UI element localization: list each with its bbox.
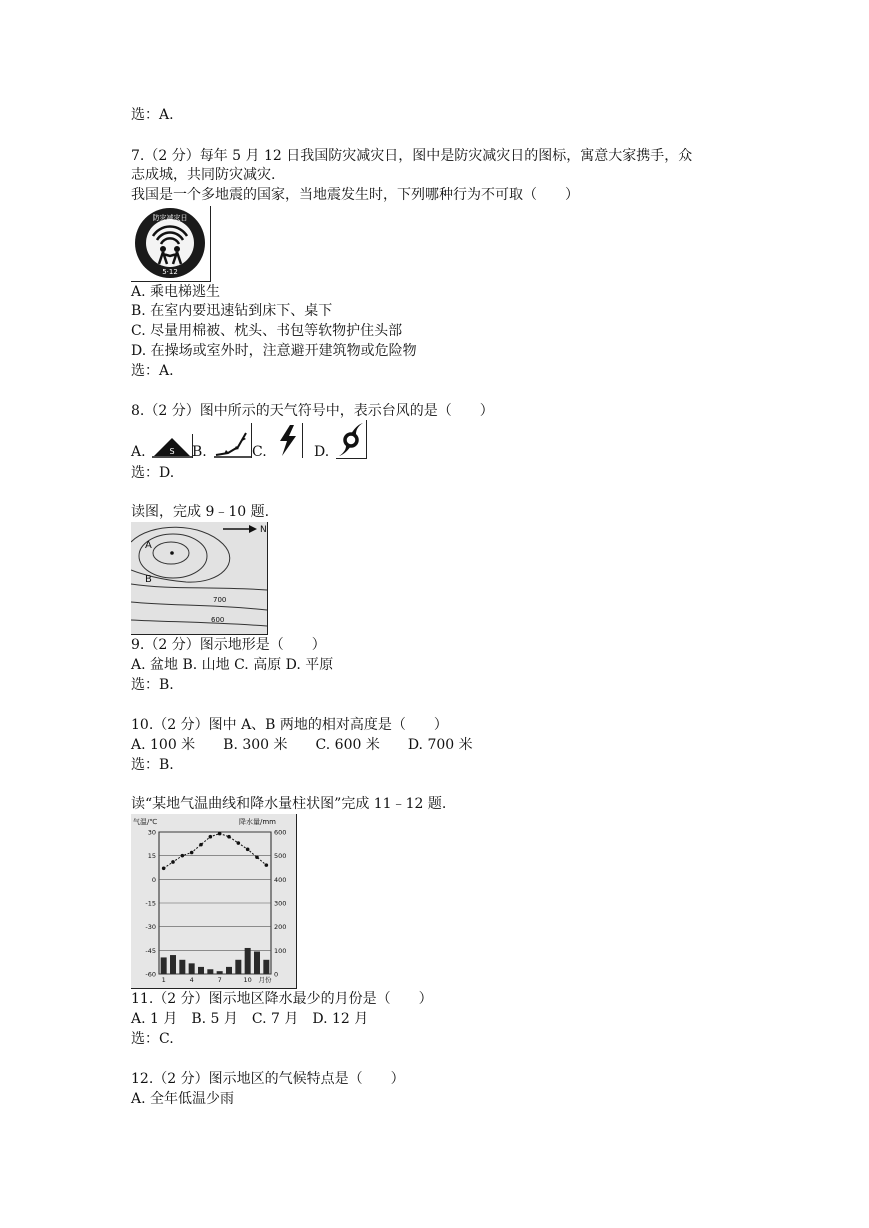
q7-stem-line2: 志成城，共同防灾减灾. — [131, 167, 276, 183]
precip-bar — [207, 969, 213, 974]
temp-axis-title: 气温/℃ — [133, 818, 158, 826]
precip-bar — [217, 971, 223, 974]
precip-bar — [189, 963, 195, 974]
precip-bar — [254, 952, 260, 974]
climate-chart — [131, 814, 297, 989]
temp-point — [227, 835, 231, 839]
precip-tick-label: 400 — [274, 875, 287, 884]
contour-map — [131, 522, 268, 635]
temp-point — [181, 854, 185, 858]
precip-tick-label: 300 — [274, 899, 287, 908]
precip-tick-label: 100 — [274, 946, 287, 955]
q7-option-b: B. 在室内要迅速钻到床下、桌下 — [131, 303, 333, 319]
q7-option-c: C. 尽量用棉被、枕头、书包等软物护住头部 — [131, 323, 403, 339]
precip-tick-label: 200 — [274, 923, 287, 932]
logo-bottom-text: 5·12 — [162, 268, 178, 276]
temp-point — [246, 848, 250, 852]
temp-point — [162, 866, 166, 870]
precip-bar — [161, 957, 167, 974]
month-tick-label: 月份 — [258, 976, 272, 984]
q12-option-a: A. 全年低温少雨 — [131, 1091, 235, 1107]
precip-bar — [170, 955, 176, 974]
temp-tick-label: -30 — [145, 923, 156, 932]
typhoon-symbol-icon — [336, 420, 367, 459]
temp-tick-label: 30 — [147, 828, 156, 837]
temp-tick-label: 15 — [147, 852, 156, 861]
temp-point — [190, 851, 194, 855]
q10-options: A. 100 米 B. 300 米 C. 600 米 D. 700 米 — [131, 737, 473, 753]
q11-options: A. 1 月 B. 5 月 C. 7 月 D. 12 月 — [131, 1011, 369, 1027]
month-tick-label: 4 — [189, 976, 194, 984]
q8-option-b-label: B. — [192, 444, 207, 460]
precip-bar — [235, 960, 241, 974]
precip-tick-label: 600 — [274, 828, 287, 837]
q12-stem: 12.（2 分）图示地区的气候特点是（ ） — [131, 1071, 405, 1087]
month-tick-label: 10 — [243, 976, 252, 984]
precip-axis-title: 降水量/mm — [239, 818, 276, 826]
q11-12-intro: 读“某地气温曲线和降水量柱状图”完成 11﹣12 题. — [131, 796, 447, 812]
temp-point — [171, 860, 175, 864]
cold-front-symbol-icon — [214, 423, 252, 458]
q7-option-a: A. 乘电梯逃生 — [131, 284, 221, 300]
q7-stem-line3: 我国是一个多地震的国家，当地震发生时，下列哪种行为不可取（ ） — [131, 187, 579, 203]
thunderstorm-symbol-icon — [274, 423, 303, 458]
temp-point — [209, 835, 213, 839]
north-label: N — [260, 525, 267, 535]
disaster-day-logo — [131, 206, 211, 282]
point-b-label: B — [145, 574, 152, 585]
q8-option-a-label: A. — [131, 444, 146, 460]
precip-bar — [179, 960, 185, 974]
sandstorm-symbol-icon — [152, 434, 193, 458]
q8-option-c-label: C. — [252, 444, 267, 460]
precip-bar — [198, 967, 204, 974]
q8-option-d-label: D. — [314, 444, 330, 460]
temp-point — [255, 855, 259, 859]
temp-point — [218, 832, 222, 836]
temp-tick-label: 0 — [151, 875, 156, 884]
month-tick-label: 1 — [161, 976, 166, 984]
q6-answer: 选：A. — [131, 107, 174, 123]
precip-bar — [263, 960, 269, 974]
q8-stem: 8.（2 分）图中所示的天气符号中，表示台风的是（ ） — [131, 403, 494, 419]
q7-answer: 选：A. — [131, 363, 174, 379]
temp-tick-label: -15 — [145, 899, 156, 908]
q10-answer: 选：B. — [131, 757, 174, 773]
temp-point — [199, 843, 203, 847]
precip-tick-label: 0 — [274, 970, 279, 979]
q9-answer: 选：B. — [131, 677, 174, 693]
contour-700-label: 700 — [213, 596, 227, 604]
q11-answer: 选：C. — [131, 1031, 174, 1047]
temp-tick-label: -45 — [145, 946, 156, 955]
temp-point — [265, 863, 269, 867]
q7-option-d: D. 在操场或室外时，注意避开建筑物或危险物 — [131, 343, 417, 359]
month-tick-label: 7 — [217, 976, 222, 984]
q7-stem-line1: 7.（2 分）每年 5 月 12 日我国防灾减灾日，图中是防灾减灾日的图标，寓意大家携手，众 — [131, 148, 693, 164]
q8-answer: 选：D. — [131, 465, 175, 481]
precip-bar — [245, 948, 251, 974]
q10-stem: 10.（2 分）图中 A、B 两地的相对高度是（ ） — [131, 717, 448, 733]
q11-stem: 11.（2 分）图示地区降水最少的月份是（ ） — [131, 991, 433, 1007]
q9-stem: 9.（2 分）图示地形是（ ） — [131, 637, 326, 653]
q9-10-intro: 读图，完成 9﹣10 题. — [131, 504, 270, 520]
logo-top-text: 防灾减灾日 — [152, 214, 188, 222]
temp-tick-label: -60 — [145, 970, 156, 979]
temp-point — [237, 841, 241, 845]
precip-tick-label: 500 — [274, 852, 287, 861]
q9-options: A. 盆地 B. 山地 C. 高原 D. 平原 — [131, 657, 334, 673]
point-a-label: A — [145, 540, 152, 551]
precip-bar — [226, 967, 232, 974]
contour-600-label: 600 — [211, 616, 225, 624]
svg-text:S: S — [169, 447, 175, 456]
